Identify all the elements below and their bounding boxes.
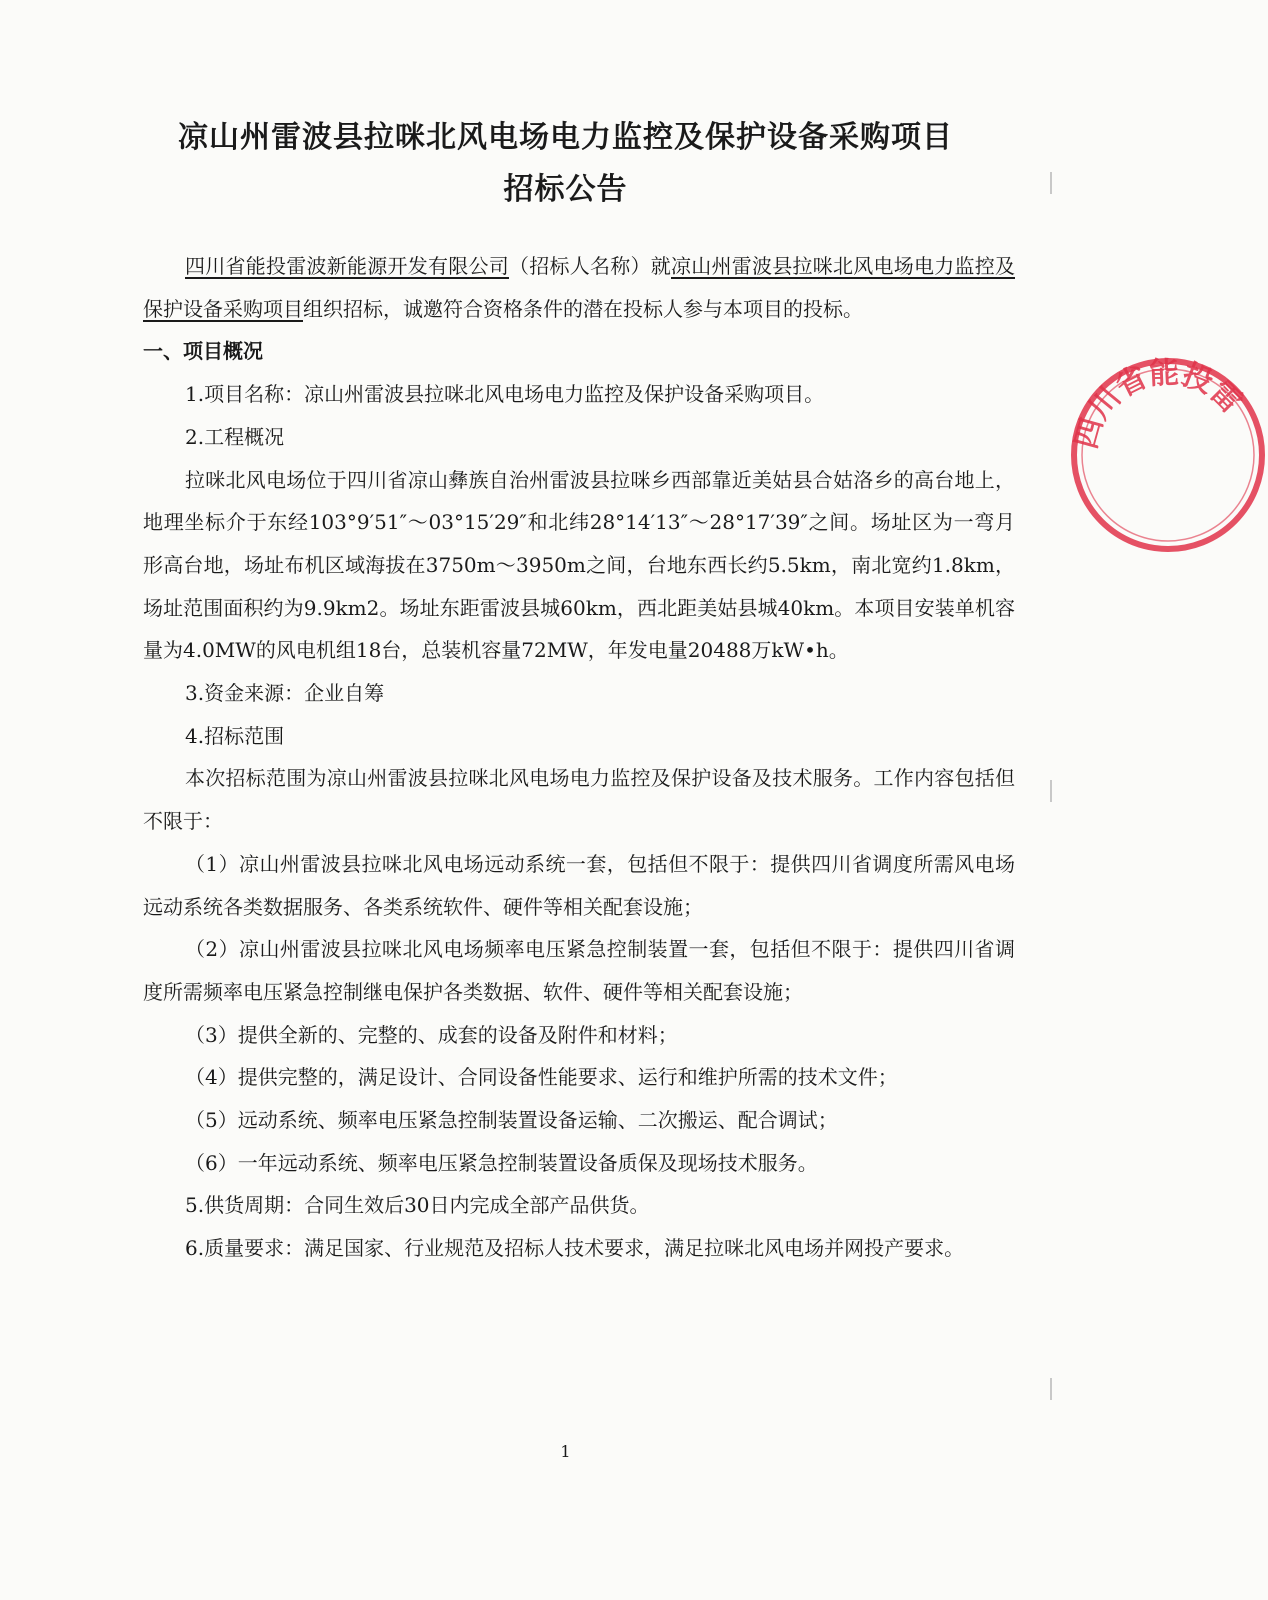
project-name-part1: 凉山州雷波县拉咪北风电场 [671, 254, 914, 278]
project-name-part2: 电力监控及保护设备采购项目 [143, 254, 1015, 321]
intro-paragraph [143, 245, 1015, 330]
page-number: 1 [560, 1442, 571, 1461]
item-project-name: 1.项目名称：凉山州雷波县拉咪北风电场电力监控及保护设备采购项目。 [185, 382, 825, 407]
scan-edge-mark [1050, 172, 1052, 194]
item-overview-heading: 2.工程概况 [185, 424, 285, 449]
intro-rest: 组织招标，诚邀符合资格条件的潜在投标人参与本项目的投标。 [303, 296, 863, 321]
item-delivery: 5.供货周期：合同生效后30日内完成全部产品供货。 [185, 1193, 650, 1218]
bidder-name: 四川省能投雷波新能源开发有限公司 [185, 254, 509, 278]
scope-item: （6）一年远动系统、频率电压紧急控制装置设备质保及现场技术服务。 [185, 1150, 818, 1175]
document-subtitle: 招标公告 [503, 172, 628, 207]
overview-paragraph: 拉咪北风电场位于四川省凉山彝族自治州雷波县拉咪乡西部靠近美姑县合姑洛乡的高台地上，地理坐标介于东经103°9′51″～03°15′29″和北纬28°14′13″～28°17′39″之间。场址区为一弯月形高台地，场址布机区域海拔在3750m～3950m之间，台地东西长约5.5km，南北宽约1.8km，场址范围面积约为9.9km2。场址东距雷波县城60km，西北距美姑县城40km。本项目安装单机容量为4.0MW的风电机组18台，总装机容量72MW，年发电量20488万kW•h。 [143, 467, 1015, 663]
scope-item: （1）凉山州雷波县拉咪北风电场远动系统一套，包括但不限于：提供四川省调度所需风电场远动系统各类数据服务、各类系统软件、硬件等相关配套设施； [143, 851, 1015, 919]
scope-item: （2）凉山州雷波县拉咪北风电场频率电压紧急控制装置一套，包括但不限于：提供四川省调度所需频率电压紧急控制继电保护各类数据、软件、硬件等相关配套设施； [143, 937, 1015, 1004]
scope-item: （5）远动系统、频率电压紧急控制装置设备运输、二次搬运、配合调试； [185, 1108, 838, 1133]
seal-text: 四川省能投雷 [1068, 355, 1249, 453]
scan-edge-mark [1050, 1378, 1052, 1400]
item-funding: 3.资金来源：企业自筹 [185, 681, 385, 706]
bidder-note: （招标人名称）就 [509, 254, 671, 278]
scope-item: （4）提供完整的，满足设计、合同设备性能要求、运行和维护所需的技术文件； [185, 1065, 898, 1090]
section-heading: 一、项目概况 [143, 339, 263, 364]
company-seal-icon [1068, 355, 1268, 555]
item-scope-heading: 4.招标范围 [185, 723, 285, 748]
scope-item: （3）提供全新的、完整的、成套的设备及附件和材料； [185, 1022, 678, 1047]
document-body [143, 245, 1015, 1270]
document-title: 凉山州雷波县拉咪北风电场电力监控及保护设备采购项目 [178, 120, 953, 155]
scan-edge-mark [1050, 780, 1052, 802]
scope-paragraph: 本次招标范围为凉山州雷波县拉咪北风电场电力监控及保护设备及技术服务。工作内容包括但不限于： [143, 766, 1015, 834]
item-quality: 6.质量要求：满足国家、行业规范及招标人技术要求，满足拉咪北风电场并网投产要求。 [185, 1236, 965, 1261]
svg-text:四川省能投雷 [1069, 355, 1249, 452]
